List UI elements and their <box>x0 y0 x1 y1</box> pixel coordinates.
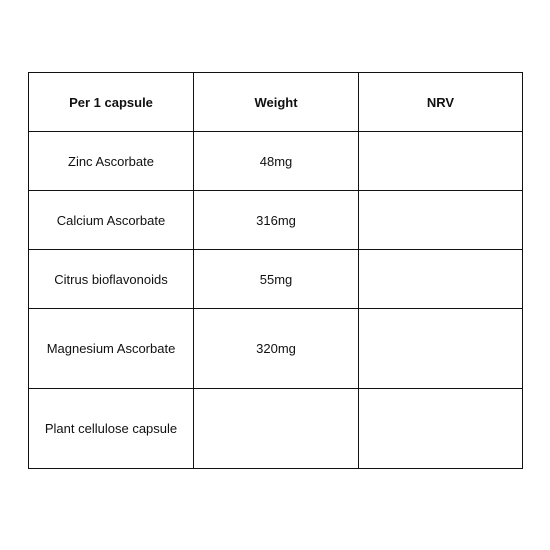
table-row <box>29 250 523 309</box>
table-header-row <box>29 73 523 132</box>
header-per-capsule: Per 1 capsule <box>29 73 194 132</box>
table-row <box>29 309 523 389</box>
header-nrv: NRV <box>359 73 523 132</box>
ingredient-cell: Citrus bioflavonoids <box>29 250 194 309</box>
weight-cell: 55mg <box>194 250 359 309</box>
nutrition-table <box>28 72 523 469</box>
weight-cell <box>194 389 359 469</box>
ingredient-cell: Plant cellulose capsule <box>29 389 194 469</box>
header-weight: Weight <box>194 73 359 132</box>
weight-cell: 320mg <box>194 309 359 389</box>
weight-cell: 48mg <box>194 132 359 191</box>
table-row <box>29 389 523 469</box>
nrv-cell <box>359 132 523 191</box>
table-row <box>29 191 523 250</box>
ingredient-cell: Magnesium Ascorbate <box>29 309 194 389</box>
table-row <box>29 132 523 191</box>
ingredient-cell: Calcium Ascorbate <box>29 191 194 250</box>
weight-cell: 316mg <box>194 191 359 250</box>
nrv-cell <box>359 250 523 309</box>
nrv-cell <box>359 191 523 250</box>
nrv-cell <box>359 389 523 469</box>
nrv-cell <box>359 309 523 389</box>
ingredient-cell: Zinc Ascorbate <box>29 132 194 191</box>
